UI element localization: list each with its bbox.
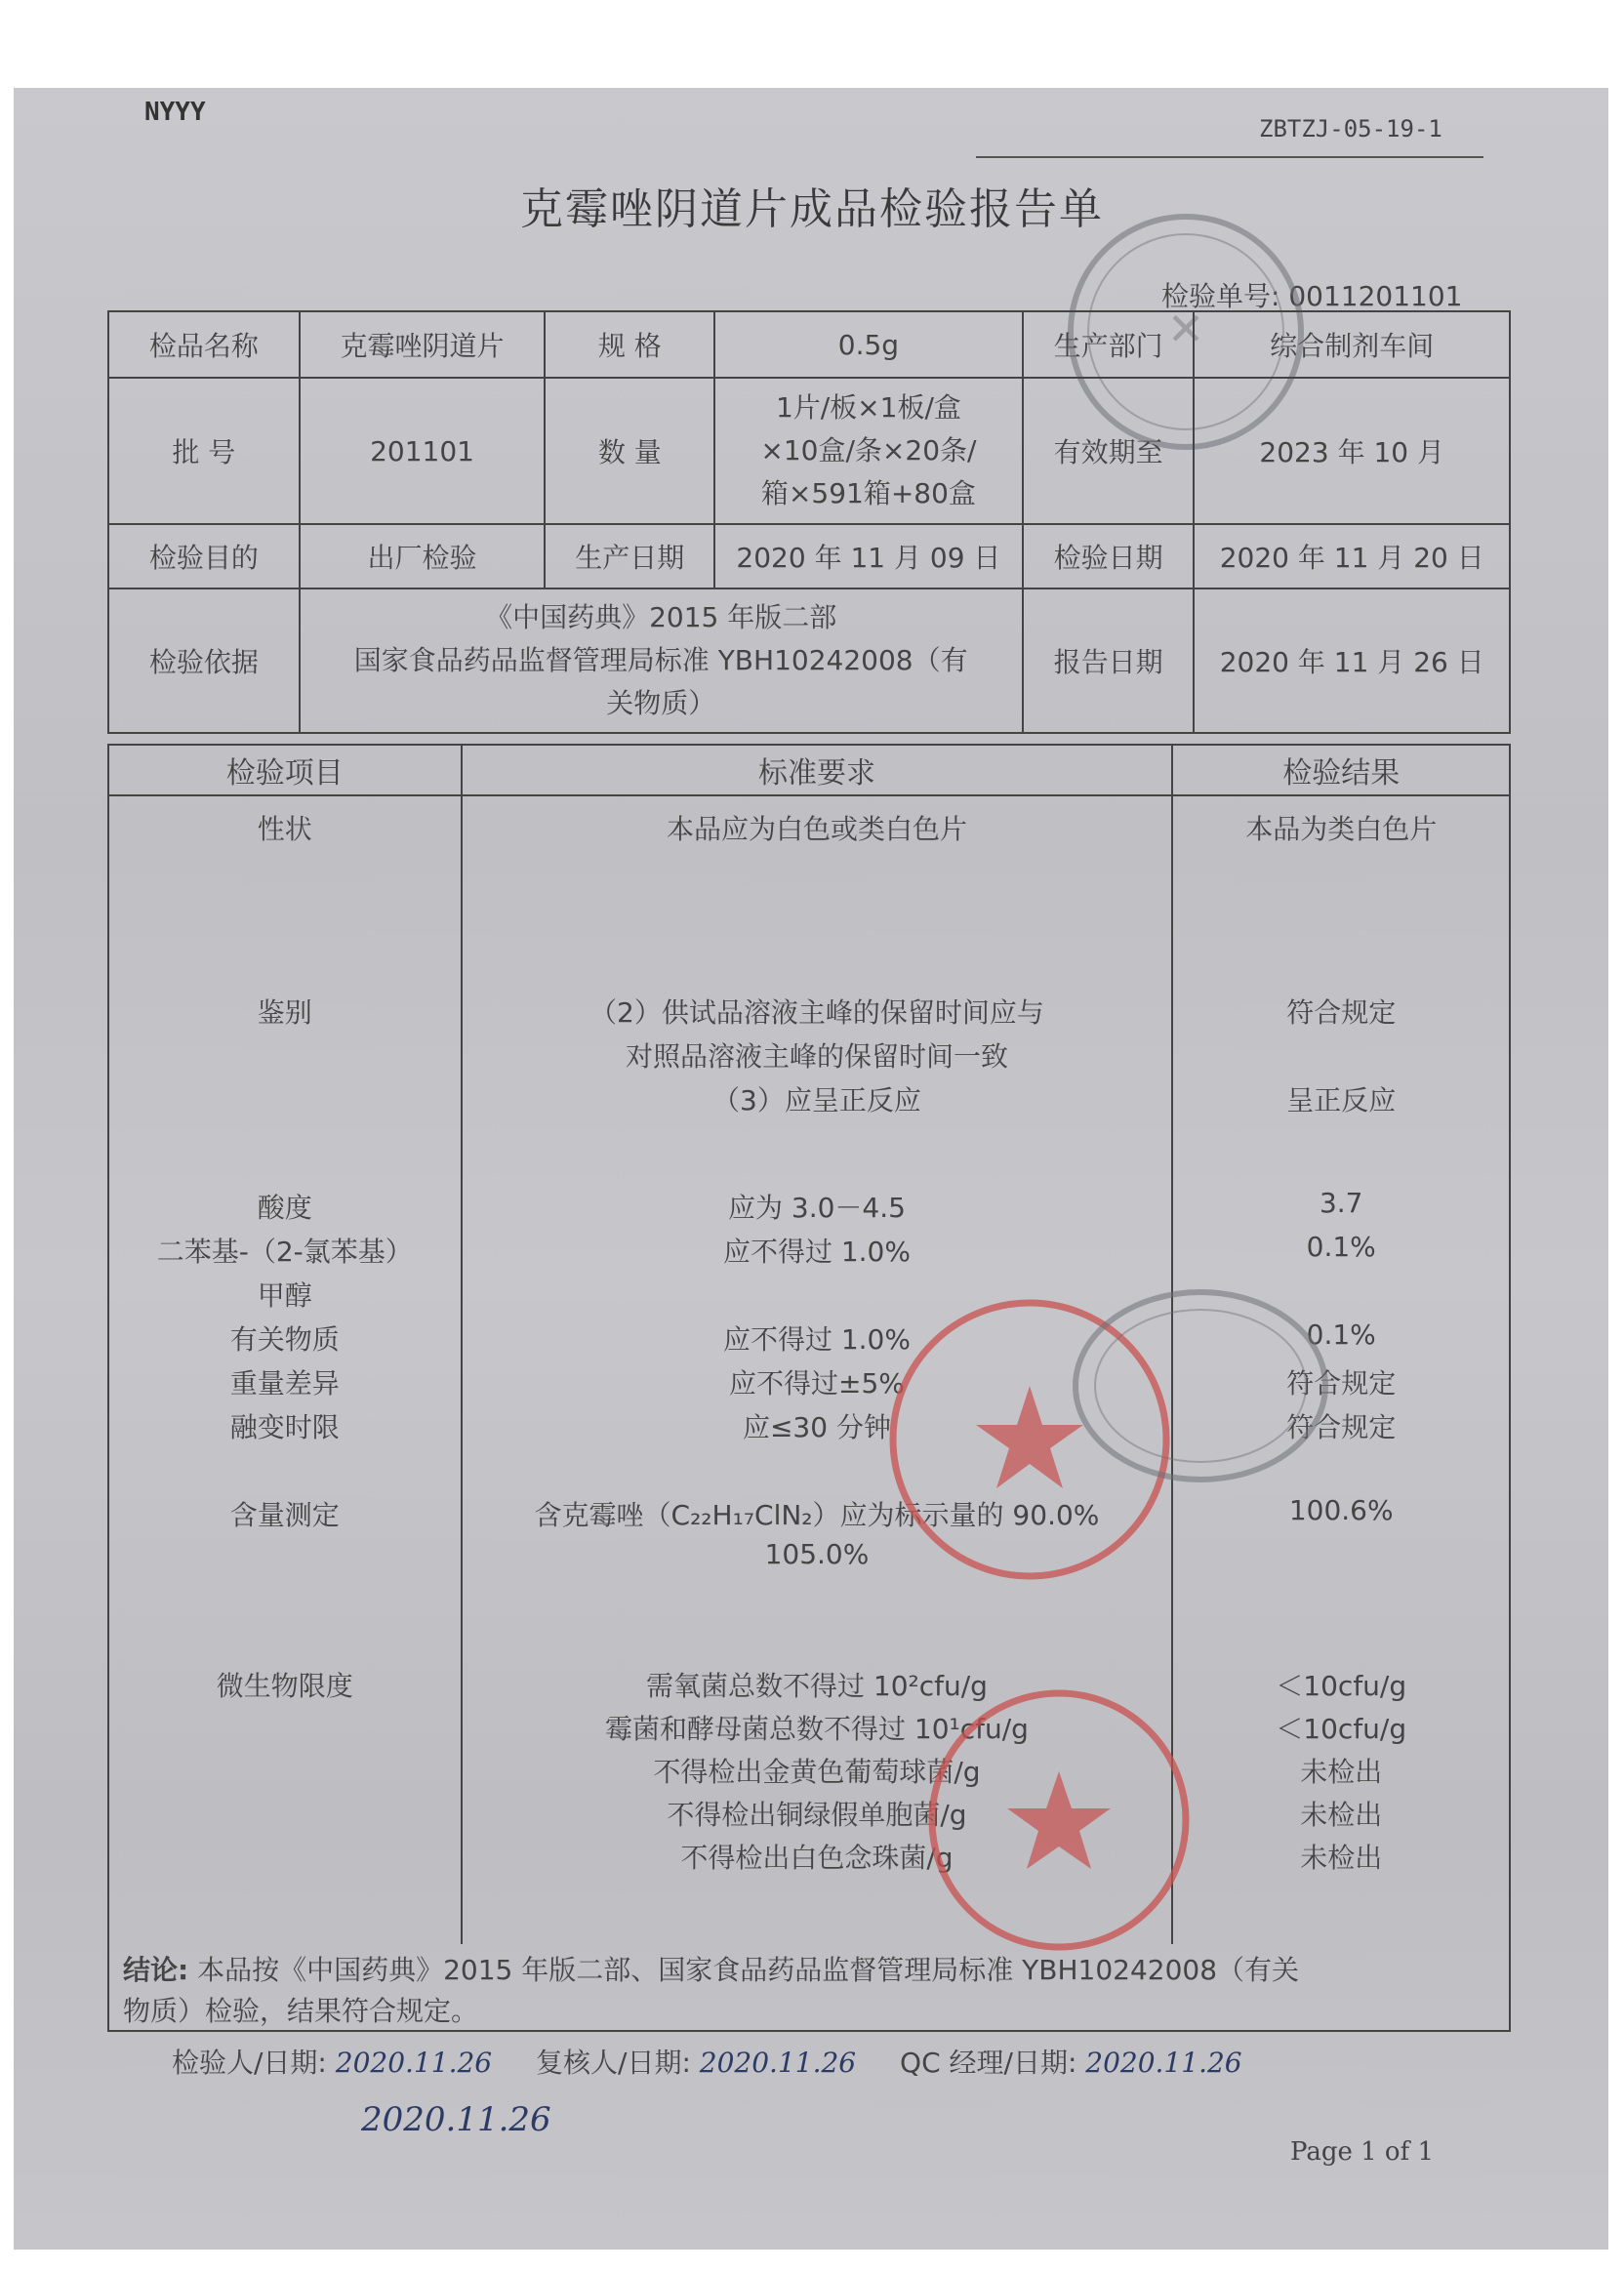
std-ident-1: （2）供试品溶液主峰的保留时间应与 bbox=[589, 996, 1044, 1029]
basis-line: 国家食品药品监督管理局标准 YBH10242008（有 bbox=[353, 644, 968, 676]
std-micro-2: 霉菌和酵母菌总数不得过 10¹cfu/g bbox=[604, 1713, 1029, 1745]
red-seal-lower bbox=[917, 1679, 1200, 1962]
doc-code-right: ZBTZJ-05-19-1 bbox=[1259, 115, 1442, 142]
batch-label: 批 号 bbox=[108, 378, 300, 524]
basis-line: 《中国药典》2015 年版二部 bbox=[485, 601, 837, 633]
res-impurity: 0.1% bbox=[1306, 1231, 1376, 1263]
res-micro-1: ＜10cfu/g bbox=[1276, 1670, 1407, 1702]
conclusion-box bbox=[107, 1942, 1511, 2032]
test-date-label: 检验日期 bbox=[1023, 524, 1195, 588]
qty-label: 数 量 bbox=[545, 378, 714, 524]
item-acidity: 酸度 bbox=[257, 1192, 312, 1224]
purpose-value: 出厂检验 bbox=[300, 524, 546, 588]
product-name: 克霉唑阴道片 bbox=[300, 311, 546, 378]
item-disintegration: 融变时限 bbox=[229, 1411, 340, 1443]
qty-line: 1片/板×1板/盒 bbox=[775, 391, 961, 424]
prod-date-value: 2020 年 11 月 09 日 bbox=[714, 524, 1023, 588]
expiry-label: 有效期至 bbox=[1023, 378, 1195, 524]
spec-label: 规 格 bbox=[545, 311, 714, 378]
item-impurity-line2: 甲醇 bbox=[257, 1279, 312, 1312]
item-identification: 鉴别 bbox=[257, 996, 312, 1029]
qc-signature: 2020.11.26 bbox=[1085, 2047, 1242, 2079]
item-microbial: 微生物限度 bbox=[216, 1670, 353, 1702]
qc-label: QC 经理/日期: bbox=[900, 2047, 1077, 2079]
col-result-header: 检验结果 bbox=[1172, 745, 1510, 795]
std-weight: 应不得过±5% bbox=[729, 1367, 905, 1400]
conclusion-text-2: 物质）检验，结果符合规定。 bbox=[123, 1995, 479, 2027]
svg-text:✕: ✕ bbox=[1166, 303, 1205, 355]
product-name-label: 检品名称 bbox=[108, 311, 300, 378]
res-ident-1: 符合规定 bbox=[1286, 996, 1397, 1029]
page-number: Page 1 of 1 bbox=[1290, 2137, 1435, 2167]
res-acidity: 3.7 bbox=[1319, 1187, 1363, 1219]
basis-value bbox=[300, 588, 1023, 733]
extra-signature: 2020.11.26 bbox=[361, 2100, 551, 2139]
std-acidity: 应为 3.0－4.5 bbox=[727, 1192, 906, 1224]
page-title: 克霉唑阴道片成品检验报告单 bbox=[520, 184, 1104, 234]
items-column bbox=[108, 795, 462, 1944]
res-micro-3: 未检出 bbox=[1300, 1756, 1383, 1788]
inspector-signature: 2020.11.26 bbox=[335, 2047, 493, 2079]
reviewer-signature: 2020.11.26 bbox=[699, 2047, 857, 2079]
qty-value bbox=[714, 378, 1023, 524]
res-micro-2: ＜10cfu/g bbox=[1276, 1713, 1407, 1745]
std-assay-1: 含克霉唑（C₂₂H₁₇ClN₂）应为标示量的 90.0% bbox=[534, 1499, 1100, 1531]
expiry-value: 2023 年 10 月 bbox=[1194, 378, 1510, 524]
res-appearance: 本品为类白色片 bbox=[1245, 813, 1438, 845]
batch-value: 201101 bbox=[300, 378, 546, 524]
info-table bbox=[107, 310, 1511, 734]
std-ident-2: 对照品溶液主峰的保留时间一致 bbox=[625, 1040, 1008, 1073]
report-date-value: 2020 年 11 月 26 日 bbox=[1194, 588, 1510, 733]
item-weight: 重量差异 bbox=[229, 1367, 340, 1400]
res-micro-5: 未检出 bbox=[1300, 1842, 1383, 1874]
col-item-header: 检验项目 bbox=[108, 745, 462, 795]
reviewer-label: 复核人/日期: bbox=[536, 2047, 691, 2079]
inspector-label: 检验人/日期: bbox=[172, 2047, 327, 2079]
std-related: 应不得过 1.0% bbox=[722, 1323, 911, 1356]
col-standard-header: 标准要求 bbox=[462, 745, 1173, 795]
basis-label: 检验依据 bbox=[108, 588, 300, 733]
gray-seal-middle bbox=[1064, 1278, 1337, 1493]
report-number-value: 0011201101 bbox=[1288, 280, 1463, 312]
conclusion-label: 结论: bbox=[123, 1954, 189, 1986]
prod-date-label: 生产日期 bbox=[545, 524, 714, 588]
report-date-label: 报告日期 bbox=[1023, 588, 1195, 733]
res-related: 0.1% bbox=[1306, 1319, 1376, 1351]
item-impurity: 二苯基-（2-氯苯基） bbox=[156, 1236, 413, 1268]
res-weight: 符合规定 bbox=[1286, 1367, 1397, 1400]
item-assay: 含量测定 bbox=[229, 1499, 340, 1531]
qty-line: ×10盒/条×20条/ bbox=[760, 434, 977, 467]
dept-label: 生产部门 bbox=[1023, 311, 1195, 378]
report-number-label: 检验单号: bbox=[1161, 280, 1280, 312]
item-related: 有关物质 bbox=[229, 1323, 340, 1356]
res-ident-2: 呈正反应 bbox=[1286, 1084, 1397, 1116]
test-date-value: 2020 年 11 月 20 日 bbox=[1194, 524, 1510, 588]
signature-row bbox=[172, 2042, 1242, 2081]
std-micro-4: 不得检出铜绿假单胞菌/g bbox=[667, 1799, 967, 1831]
purpose-label: 检验目的 bbox=[108, 524, 300, 588]
std-ident-3: （3）应呈正反应 bbox=[712, 1084, 921, 1116]
std-micro-5: 不得检出白色念珠菌/g bbox=[680, 1842, 954, 1874]
std-impurity: 应不得过 1.0% bbox=[722, 1236, 911, 1268]
std-micro-3: 不得检出金黄色葡萄球菌/g bbox=[653, 1756, 981, 1788]
res-disintegration: 符合规定 bbox=[1286, 1411, 1397, 1443]
doc-code-left: NYYY bbox=[144, 98, 206, 127]
basis-line: 关物质） bbox=[606, 687, 716, 719]
res-micro-4: 未检出 bbox=[1300, 1799, 1383, 1831]
std-assay-2: 105.0% bbox=[764, 1538, 870, 1570]
item-appearance: 性状 bbox=[257, 813, 312, 845]
spec-value: 0.5g bbox=[714, 311, 1023, 378]
res-assay: 100.6% bbox=[1288, 1494, 1394, 1526]
header-rule bbox=[976, 156, 1483, 158]
conclusion-text-1: 本品按《中国药典》2015 年版二部、国家食品药品监督管理局标准 YBH10242008（有关 bbox=[197, 1954, 1300, 1986]
std-appearance: 本品应为白色或类白色片 bbox=[666, 813, 967, 845]
dept-value: 综合制剂车间 bbox=[1194, 311, 1510, 378]
std-micro-1: 需氧菌总数不得过 10²cfu/g bbox=[645, 1670, 988, 1702]
std-disintegration: 应≤30 分钟 bbox=[742, 1411, 891, 1443]
qty-line: 箱×591箱+80盒 bbox=[760, 477, 976, 509]
